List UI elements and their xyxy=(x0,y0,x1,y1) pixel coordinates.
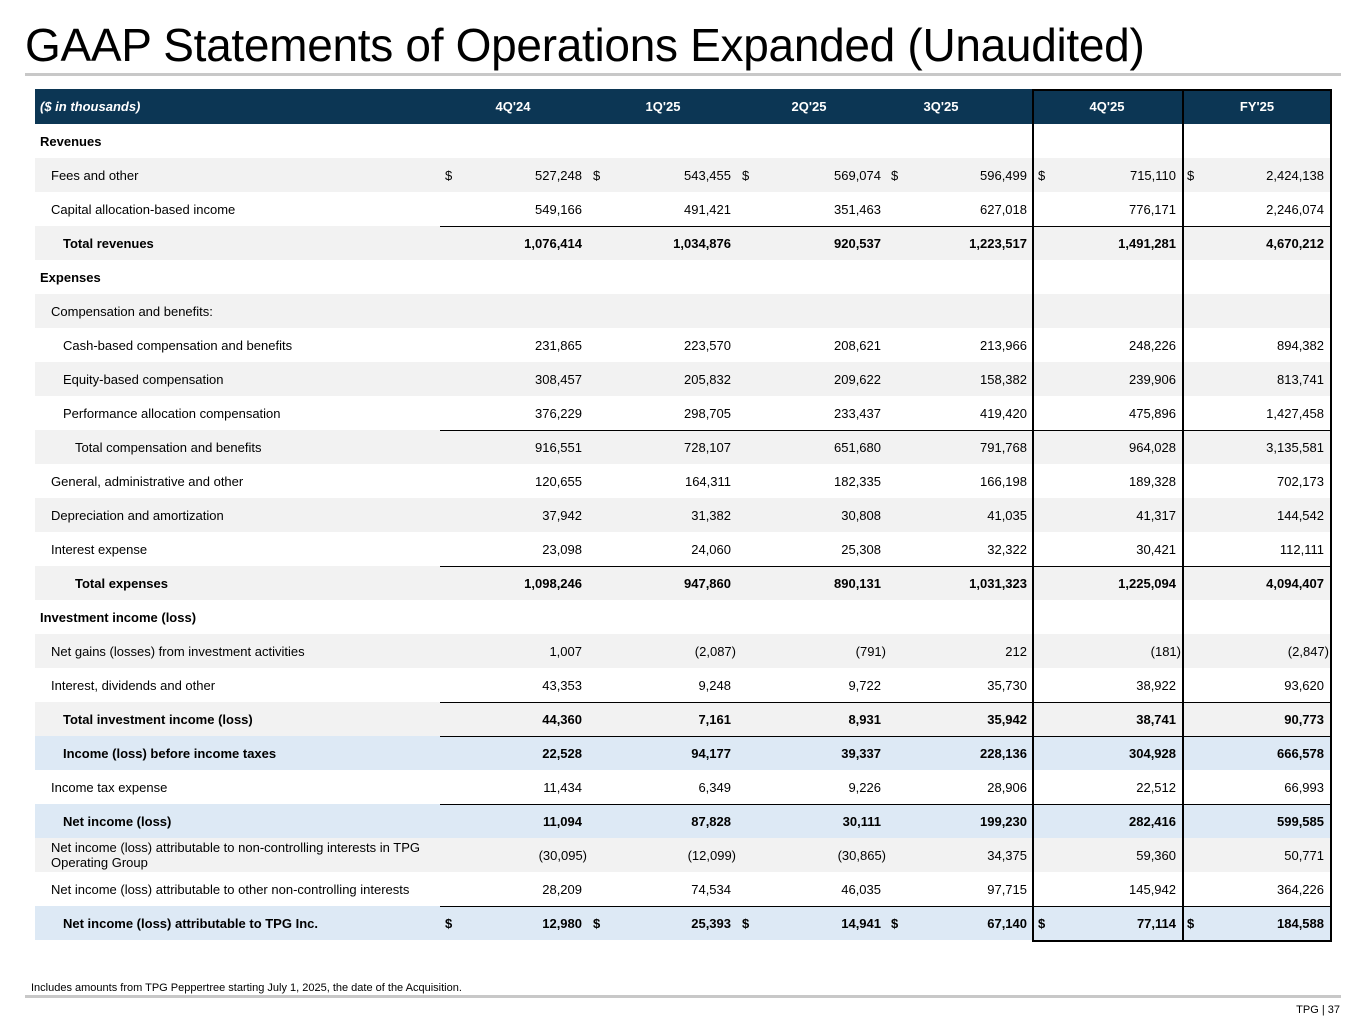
value-cell: 233,437 xyxy=(834,405,881,421)
table-row xyxy=(35,906,1330,940)
value-cell: 2,424,138 xyxy=(1266,167,1324,183)
value-cell: 549,166 xyxy=(535,201,582,217)
value-cell: 213,966 xyxy=(980,337,1027,353)
value-cell: 599,585 xyxy=(1277,813,1324,829)
row-label: Depreciation and amortization xyxy=(51,507,224,523)
income-statement-table xyxy=(35,89,1330,940)
value-cell: 144,542 xyxy=(1277,507,1324,523)
currency-symbol: $ xyxy=(1187,167,1195,183)
value-cell: 182,335 xyxy=(834,473,881,489)
table-row xyxy=(35,872,1330,906)
value-cell: 308,457 xyxy=(535,371,582,387)
value-cell: 651,680 xyxy=(834,439,881,455)
value-cell: 22,512 xyxy=(1136,779,1176,795)
value-cell: 30,111 xyxy=(842,813,881,829)
value-cell: 364,226 xyxy=(1277,881,1324,897)
value-cell: 184,588 xyxy=(1277,915,1324,931)
value-cell: 22,528 xyxy=(542,745,582,761)
value-cell: 94,177 xyxy=(691,745,731,761)
value-cell: 4,094,407 xyxy=(1266,575,1324,591)
column-header: 2Q'25 xyxy=(791,99,827,114)
row-label: Compensation and benefits: xyxy=(51,303,213,319)
value-cell: 304,928 xyxy=(1129,745,1176,761)
table-row xyxy=(35,192,1330,226)
value-cell: 248,226 xyxy=(1129,337,1176,353)
column-header: 4Q'24 xyxy=(495,99,531,114)
table-row xyxy=(35,702,1330,736)
value-cell: 1,491,281 xyxy=(1118,235,1176,251)
value-cell: 890,131 xyxy=(834,575,881,591)
table-row xyxy=(35,634,1330,668)
row-label: Net income (loss) attributable to other non-controlling interests xyxy=(51,881,410,897)
value-cell: 59,360 xyxy=(1136,847,1176,863)
value-cell: 25,308 xyxy=(841,541,881,557)
value-cell: 12,980 xyxy=(542,915,582,931)
table-row xyxy=(35,124,1330,158)
unit-label: ($ in thousands) xyxy=(40,99,141,114)
row-label: Total expenses xyxy=(75,575,168,591)
value-cell: 209,622 xyxy=(834,371,881,387)
value-cell: 964,028 xyxy=(1129,439,1176,455)
value-cell: 164,311 xyxy=(684,473,731,489)
value-cell: 351,463 xyxy=(834,201,881,217)
value-cell: (30,865) xyxy=(837,847,886,863)
value-cell: 120,655 xyxy=(535,473,582,489)
value-cell: 728,107 xyxy=(684,439,731,455)
table-row xyxy=(35,566,1330,600)
value-cell: 50,771 xyxy=(1284,847,1324,863)
value-cell: 67,140 xyxy=(987,915,1027,931)
value-cell: 231,865 xyxy=(535,337,582,353)
value-cell: 6,349 xyxy=(698,779,731,795)
table-row xyxy=(35,498,1330,532)
value-cell: (2,087) xyxy=(694,643,736,659)
value-cell: (2,847) xyxy=(1287,643,1329,659)
row-label: Interest expense xyxy=(51,541,148,557)
value-cell: 9,722 xyxy=(848,677,881,693)
value-cell: 475,896 xyxy=(1129,405,1176,421)
value-cell: 3,135,581 xyxy=(1266,439,1324,455)
table-row xyxy=(35,668,1330,702)
value-cell: 90,773 xyxy=(1284,711,1324,727)
value-cell: 228,136 xyxy=(980,745,1027,761)
value-cell: 894,382 xyxy=(1277,337,1324,353)
table-row xyxy=(35,464,1330,498)
table-header-row xyxy=(35,89,1330,124)
row-label: Interest, dividends and other xyxy=(51,677,216,693)
value-cell: 77,114 xyxy=(1136,915,1176,931)
value-cell: 1,098,246 xyxy=(524,575,582,591)
currency-symbol: $ xyxy=(1187,915,1195,931)
value-cell: 527,248 xyxy=(535,167,582,183)
row-label: Fees and other xyxy=(51,167,139,183)
value-cell: 38,922 xyxy=(1136,677,1176,693)
value-cell: 87,828 xyxy=(691,813,731,829)
value-cell: 14,941 xyxy=(841,915,881,931)
currency-symbol: $ xyxy=(445,915,453,931)
value-cell: 11,434 xyxy=(543,779,582,795)
value-cell: 776,171 xyxy=(1129,201,1176,217)
value-cell: 715,110 xyxy=(1129,167,1176,183)
currency-symbol: $ xyxy=(593,915,601,931)
table-row xyxy=(35,226,1330,260)
value-cell: 1,223,517 xyxy=(969,235,1027,251)
table-row xyxy=(35,532,1330,566)
row-label: Investment income (loss) xyxy=(40,609,197,625)
value-cell: 145,942 xyxy=(1129,881,1176,897)
column-header: 1Q'25 xyxy=(645,99,681,114)
value-cell: (791) xyxy=(855,643,886,659)
value-cell: 223,570 xyxy=(684,337,731,353)
value-cell: 666,578 xyxy=(1277,745,1324,761)
value-cell: 2,246,074 xyxy=(1266,201,1324,217)
value-cell: 205,832 xyxy=(684,371,731,387)
table-row xyxy=(35,260,1330,294)
title-divider xyxy=(25,73,1341,76)
value-cell: 28,209 xyxy=(542,881,582,897)
value-cell: 41,035 xyxy=(987,507,1027,523)
row-label: Expenses xyxy=(40,269,101,285)
value-cell: 189,328 xyxy=(1129,473,1176,489)
value-cell: 30,421 xyxy=(1136,541,1176,557)
row-label: Capital allocation-based income xyxy=(51,201,236,217)
value-cell: 813,741 xyxy=(1277,371,1324,387)
table-row xyxy=(35,328,1330,362)
value-cell: 627,018 xyxy=(980,201,1027,217)
row-label: Net income (loss) attributable to TPG Inc. xyxy=(63,915,318,931)
value-cell: 39,337 xyxy=(841,745,881,761)
currency-symbol: $ xyxy=(1038,167,1046,183)
table-row xyxy=(35,294,1330,328)
value-cell: 24,060 xyxy=(691,541,731,557)
page-number: TPG | 37 xyxy=(1296,1004,1340,1016)
value-cell: 46,035 xyxy=(841,881,881,897)
row-label: Net income (loss) attributable to non-controlling interests in TPG Operating Group xyxy=(51,840,420,870)
currency-symbol: $ xyxy=(891,167,899,183)
table-row xyxy=(35,838,1330,872)
value-cell: 158,382 xyxy=(980,371,1027,387)
value-cell: 791,768 xyxy=(980,439,1027,455)
value-cell: 35,730 xyxy=(987,677,1027,693)
currency-symbol: $ xyxy=(445,167,453,183)
value-cell: 30,808 xyxy=(841,507,881,523)
row-label: General, administrative and other xyxy=(51,473,244,489)
value-cell: 8,931 xyxy=(848,711,881,727)
value-cell: 1,076,414 xyxy=(524,235,582,251)
table-row xyxy=(35,430,1330,464)
value-cell: 43,353 xyxy=(542,677,582,693)
value-cell: 947,860 xyxy=(684,575,731,591)
table-row xyxy=(35,736,1330,770)
value-cell: 298,705 xyxy=(684,405,731,421)
value-cell: 25,393 xyxy=(691,915,731,931)
column-header: 3Q'25 xyxy=(923,99,959,114)
value-cell: (181) xyxy=(1150,643,1181,659)
value-cell: 66,993 xyxy=(1284,779,1324,795)
value-cell: 208,621 xyxy=(834,337,881,353)
value-cell: 7,161 xyxy=(698,711,731,727)
footnote: Includes amounts from TPG Peppertree starting July 1, 2025, the date of the Acquisition. xyxy=(31,982,462,994)
value-cell: 9,248 xyxy=(698,677,731,693)
value-cell: 41,317 xyxy=(1136,507,1176,523)
value-cell: 1,007 xyxy=(549,643,582,659)
value-cell: 38,741 xyxy=(1136,711,1176,727)
value-cell: 419,420 xyxy=(980,405,1027,421)
value-cell: 112,111 xyxy=(1279,541,1324,557)
value-cell: (30,095) xyxy=(538,847,587,863)
value-cell: 11,094 xyxy=(542,813,582,829)
value-cell: 916,551 xyxy=(535,439,582,455)
value-cell: 376,229 xyxy=(535,405,582,421)
column-header: FY'25 xyxy=(1239,99,1275,114)
page-title: GAAP Statements of Operations Expanded (Unaudited) xyxy=(25,19,1145,71)
value-cell: 31,382 xyxy=(691,507,731,523)
value-cell: 34,375 xyxy=(987,847,1027,863)
value-cell: 596,499 xyxy=(980,167,1027,183)
value-cell: 9,226 xyxy=(848,779,881,795)
value-cell: 44,360 xyxy=(542,711,582,727)
value-cell: 491,421 xyxy=(684,201,731,217)
value-cell: 199,230 xyxy=(980,813,1027,829)
currency-symbol: $ xyxy=(593,167,601,183)
table-row xyxy=(35,158,1330,192)
row-label: Net gains (losses) from investment activities xyxy=(51,643,305,659)
value-cell: 1,225,094 xyxy=(1118,575,1176,591)
value-cell: 282,416 xyxy=(1129,813,1176,829)
value-cell: 1,427,458 xyxy=(1266,405,1324,421)
row-label: Performance allocation compensation xyxy=(63,405,281,421)
value-cell: 212 xyxy=(1005,643,1027,659)
table-row xyxy=(35,770,1330,804)
value-cell: 1,034,876 xyxy=(673,235,731,251)
row-label: Revenues xyxy=(40,133,102,149)
footer-divider xyxy=(25,995,1341,998)
table-row xyxy=(35,804,1330,838)
value-cell: 32,322 xyxy=(987,541,1027,557)
currency-symbol: $ xyxy=(742,167,750,183)
row-label: Total investment income (loss) xyxy=(63,711,253,727)
value-cell: 239,906 xyxy=(1129,371,1176,387)
row-label: Income tax expense xyxy=(51,779,168,795)
value-cell: 74,534 xyxy=(691,881,731,897)
value-cell: 569,074 xyxy=(834,167,881,183)
value-cell: 97,715 xyxy=(987,881,1027,897)
table-row xyxy=(35,396,1330,430)
row-label: Cash-based compensation and benefits xyxy=(63,337,293,353)
table-row xyxy=(35,362,1330,396)
value-cell: 4,670,212 xyxy=(1266,235,1324,251)
value-cell: 920,537 xyxy=(834,235,881,251)
value-cell: 28,906 xyxy=(987,779,1027,795)
value-cell: 702,173 xyxy=(1277,473,1324,489)
value-cell: 93,620 xyxy=(1284,677,1324,693)
currency-symbol: $ xyxy=(891,915,899,931)
row-label: Total compensation and benefits xyxy=(75,439,262,455)
row-label: Total revenues xyxy=(63,235,154,251)
value-cell: (12,099) xyxy=(687,847,736,863)
column-header: 4Q'25 xyxy=(1089,99,1125,114)
value-cell: 23,098 xyxy=(542,541,582,557)
currency-symbol: $ xyxy=(1038,915,1046,931)
row-label: Equity-based compensation xyxy=(63,371,224,387)
currency-symbol: $ xyxy=(742,915,750,931)
value-cell: 37,942 xyxy=(542,507,582,523)
table-row xyxy=(35,600,1330,634)
value-cell: 1,031,323 xyxy=(969,575,1027,591)
value-cell: 35,942 xyxy=(987,711,1027,727)
row-label: Net income (loss) xyxy=(63,813,172,829)
row-label: Income (loss) before income taxes xyxy=(63,745,277,761)
value-cell: 543,455 xyxy=(684,167,731,183)
value-cell: 166,198 xyxy=(980,473,1027,489)
